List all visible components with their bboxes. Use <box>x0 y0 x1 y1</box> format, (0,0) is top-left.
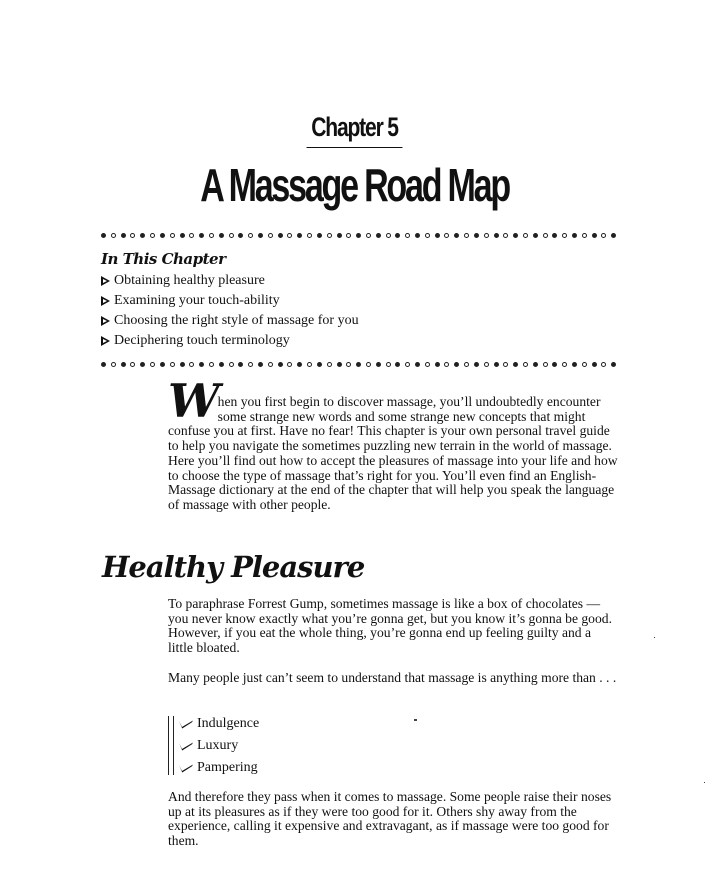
rule-dot <box>454 362 459 367</box>
in-this-chapter-list <box>101 271 359 351</box>
rule-dot <box>395 362 400 367</box>
rule-dot <box>425 362 430 367</box>
rule-dot <box>248 362 253 367</box>
rule-dot <box>376 233 381 238</box>
checklist-item-text: Indulgence <box>197 716 260 731</box>
rule-dot <box>101 233 106 238</box>
rule-dot <box>337 362 342 367</box>
rule-dot <box>170 362 175 367</box>
rule-dot <box>572 233 577 238</box>
rule-dot <box>248 233 253 238</box>
rule-dot <box>346 233 351 238</box>
rule-dot <box>494 362 499 367</box>
rule-dot <box>386 362 391 367</box>
rule-dot <box>356 362 361 367</box>
rule-dot <box>503 233 508 238</box>
rule-dot <box>307 362 312 367</box>
rule-dot <box>601 362 606 367</box>
rule-dot <box>317 362 322 367</box>
checklist <box>178 713 259 779</box>
rule-dot <box>229 233 234 238</box>
triangle-bullet-icon <box>101 316 110 326</box>
rule-dot <box>170 233 175 238</box>
rule-dot <box>513 362 518 367</box>
rule-dot <box>356 233 361 238</box>
rule-dot <box>278 362 283 367</box>
rule-dot <box>474 362 479 367</box>
triangle-bullet-icon <box>101 276 110 286</box>
rule-dot <box>150 233 155 238</box>
rule-dot <box>199 233 204 238</box>
rule-dot <box>130 233 135 238</box>
rule-dot <box>415 362 420 367</box>
checklist-item <box>178 757 259 779</box>
rule-dot <box>346 362 351 367</box>
rule-dot <box>592 233 597 238</box>
body-paragraph: Many people just can’t seem to understand that massage is anything more than . . . <box>168 670 617 685</box>
dotted-rule-top <box>101 231 617 239</box>
rule-dot <box>464 233 469 238</box>
chapter-topic-text: Deciphering touch terminology <box>114 333 290 348</box>
dotted-rule-bottom <box>101 360 617 368</box>
rule-dot <box>209 233 214 238</box>
rule-dot <box>297 362 302 367</box>
rule-dot <box>238 362 243 367</box>
rule-dot <box>121 233 126 238</box>
rule-dot <box>268 362 273 367</box>
rule-dot <box>366 362 371 367</box>
rule-dot <box>180 233 185 238</box>
rule-dot <box>435 362 440 367</box>
rule-dot <box>611 362 616 367</box>
checkmark-icon <box>178 763 194 773</box>
checklist-bracket <box>168 716 174 775</box>
rule-dot <box>219 362 224 367</box>
checkmark-icon <box>178 719 194 729</box>
rule-dot <box>337 233 342 238</box>
scan-speck <box>414 719 417 721</box>
rule-dot <box>533 233 538 238</box>
rule-dot <box>513 233 518 238</box>
checklist-item <box>178 735 259 757</box>
rule-dot <box>327 233 332 238</box>
intro-text: hen you first begin to discover massage, you’ll undoubtedly encounter some strange new words and some strange new concepts that might confuse you at first. Have no fear! This chapter is your own personal travel guide to help you navigate the sometimes puzzling new terrain in the world of massage. Here you’ll find out how to accept the pleasures of massage into your life and how to choose the type of massage that’s right for you. You’ll even find an English-Massage dictionary at the end of the chapter that will help you speak the language of massage with other people. <box>168 394 618 512</box>
rule-dot <box>111 233 116 238</box>
rule-dot <box>297 233 302 238</box>
chapter-title <box>0 159 710 211</box>
rule-dot <box>287 233 292 238</box>
chapter-number: Chapter 5 <box>307 112 403 148</box>
rule-dot <box>484 362 489 367</box>
rule-dot <box>552 233 557 238</box>
drop-cap: W <box>168 374 216 428</box>
rule-dot <box>121 362 126 367</box>
rule-dot <box>258 362 263 367</box>
rule-dot <box>229 362 234 367</box>
rule-dot <box>503 362 508 367</box>
chapter-topic-item <box>101 311 359 331</box>
rule-dot <box>425 233 430 238</box>
rule-dot <box>111 362 116 367</box>
rule-dot <box>376 362 381 367</box>
body-paragraph: To paraphrase Forrest Gump, sometimes massage is like a box of chocolates — you never know exactly what you’re gonna get, but you know it’s gonna be good. However, if you eat the whole thing, you’re gonna end up feeling guilty and a little bloated. <box>168 596 612 656</box>
rule-dot <box>415 233 420 238</box>
rule-dot <box>611 233 616 238</box>
rule-dot <box>366 233 371 238</box>
rule-dot <box>572 362 577 367</box>
rule-dot <box>140 233 145 238</box>
rule-dot <box>140 362 145 367</box>
rule-dot <box>130 362 135 367</box>
chapter-title-text: A Massage Road Map <box>200 159 510 211</box>
chapter-topic-text: Obtaining healthy pleasure <box>114 273 265 288</box>
rule-dot <box>219 233 224 238</box>
chapter-label <box>0 112 710 148</box>
rule-dot <box>268 233 273 238</box>
rule-dot <box>562 233 567 238</box>
rule-dot <box>101 362 106 367</box>
rule-dot <box>238 233 243 238</box>
checkmark-icon <box>178 741 194 751</box>
rule-dot <box>533 362 538 367</box>
intro-paragraph <box>168 374 618 513</box>
rule-dot <box>464 362 469 367</box>
rule-dot <box>405 233 410 238</box>
body-paragraph: And therefore they pass when it comes to massage. Some people raise their noses up at its pleasures as if they were too good for it. Others shy away from the experience, calling it expensive and extravagant, as if massage were too good for them. <box>168 789 612 849</box>
chapter-topic-text: Choosing the right style of massage for you <box>114 313 359 328</box>
rule-dot <box>189 233 194 238</box>
rule-dot <box>543 233 548 238</box>
rule-dot <box>405 362 410 367</box>
chapter-topic-item <box>101 291 359 311</box>
rule-dot <box>523 233 528 238</box>
scan-speck <box>704 782 705 783</box>
rule-dot <box>327 362 332 367</box>
rule-dot <box>484 233 489 238</box>
rule-dot <box>189 362 194 367</box>
rule-dot <box>474 233 479 238</box>
rule-dot <box>317 233 322 238</box>
rule-dot <box>258 233 263 238</box>
rule-dot <box>395 233 400 238</box>
chapter-topic-item <box>101 271 359 291</box>
section-heading: Healthy Pleasure <box>102 550 365 584</box>
rule-dot <box>444 233 449 238</box>
rule-dot <box>562 362 567 367</box>
rule-dot <box>523 362 528 367</box>
checklist-item <box>178 713 259 735</box>
rule-dot <box>435 233 440 238</box>
rule-dot <box>582 362 587 367</box>
rule-dot <box>601 233 606 238</box>
rule-dot <box>180 362 185 367</box>
checklist-item-text: Luxury <box>197 738 239 753</box>
rule-dot <box>199 362 204 367</box>
rule-dot <box>307 233 312 238</box>
rule-dot <box>160 233 165 238</box>
in-this-chapter-heading: In This Chapter <box>101 250 226 268</box>
rule-dot <box>494 233 499 238</box>
chapter-topic-text: Examining your touch-ability <box>114 293 280 308</box>
rule-dot <box>592 362 597 367</box>
rule-dot <box>552 362 557 367</box>
triangle-bullet-icon <box>101 336 110 346</box>
rule-dot <box>444 362 449 367</box>
scan-speck <box>654 637 655 638</box>
chapter-topic-item <box>101 331 359 351</box>
rule-dot <box>278 233 283 238</box>
rule-dot <box>287 362 292 367</box>
rule-dot <box>160 362 165 367</box>
rule-dot <box>582 233 587 238</box>
rule-dot <box>209 362 214 367</box>
triangle-bullet-icon <box>101 296 110 306</box>
rule-dot <box>543 362 548 367</box>
rule-dot <box>386 233 391 238</box>
checklist-item-text: Pampering <box>197 760 258 775</box>
rule-dot <box>150 362 155 367</box>
rule-dot <box>454 233 459 238</box>
